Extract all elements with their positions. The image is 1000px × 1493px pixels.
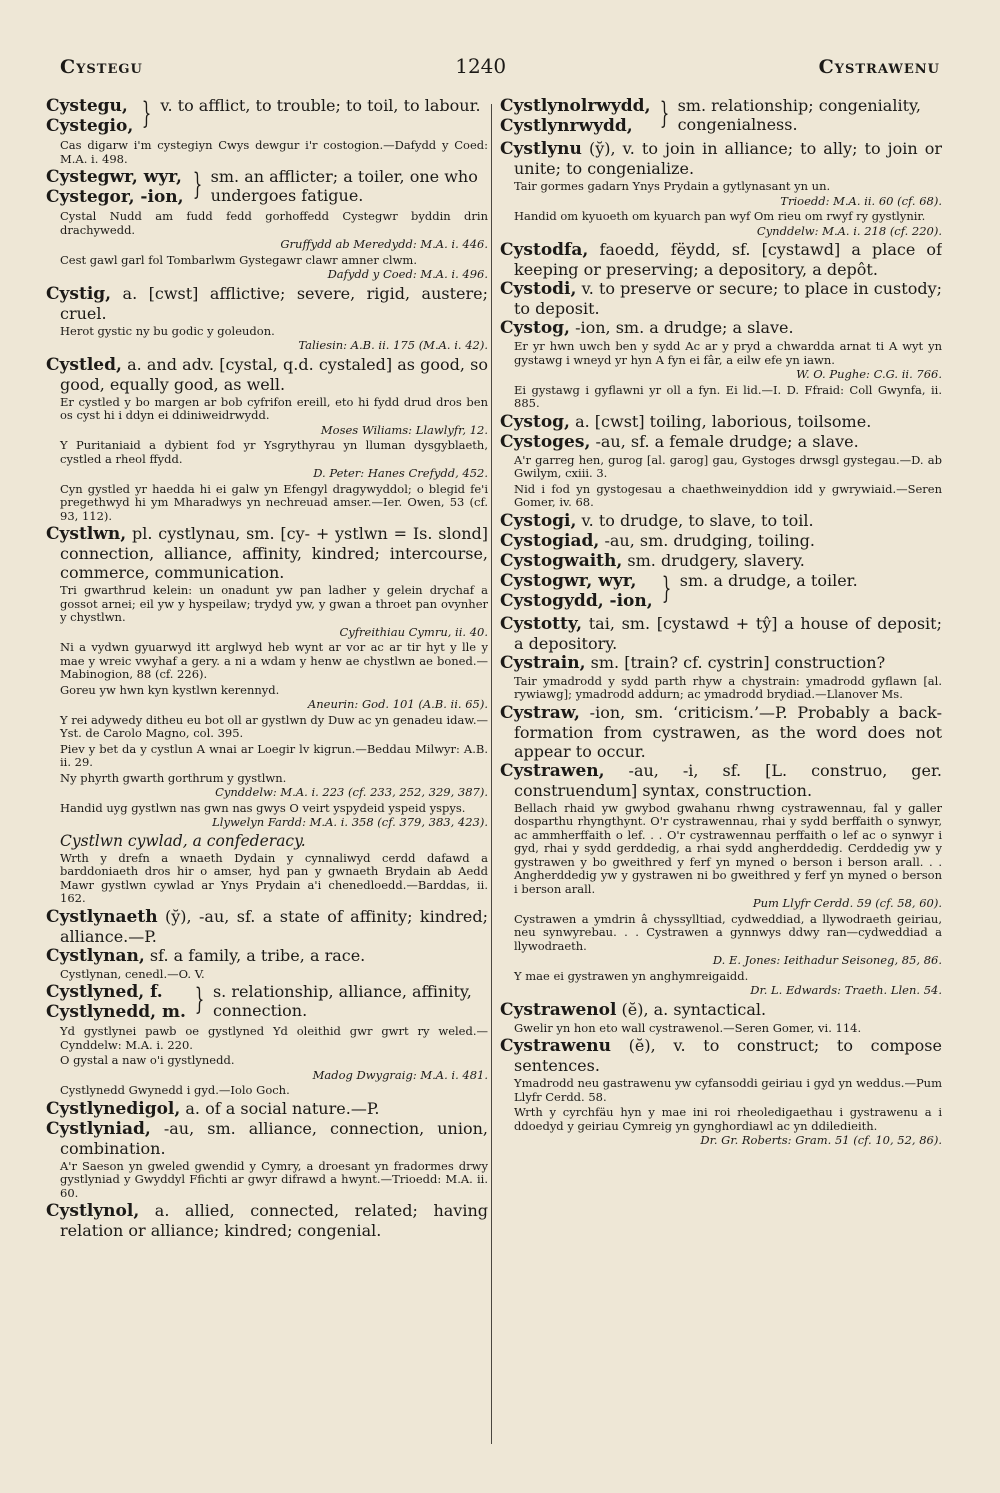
headword: Cystodfa, bbox=[500, 240, 589, 260]
citation-source: Pum Llyfr Cerdd. 59 (cf. 58, 60). bbox=[752, 896, 942, 910]
headword: Cystrawenu bbox=[500, 1036, 611, 1056]
citation-source: Cyfreithiau Cymru, ii. 40. bbox=[339, 624, 488, 639]
headword: Cystlynaeth bbox=[46, 906, 158, 927]
column-rule bbox=[491, 104, 492, 1444]
citation-source: Llywelyn Fardd: M.A. i. 358 (cf. 379, 383, 423). bbox=[212, 815, 488, 829]
dictionary-entry bbox=[46, 946, 488, 966]
dictionary-entry-pair bbox=[500, 96, 942, 136]
headword: Cystodi, bbox=[500, 279, 577, 299]
right-guide-word: Cystrawenu bbox=[818, 56, 940, 78]
definition-text: faoedd, fëydd, sf. [cystawd] a place of keeping or preserving; a depository, a depôt. bbox=[514, 240, 942, 279]
dictionary-entry bbox=[46, 524, 488, 582]
citation-quote: Ny phyrth gwarth gorthrum y gystlwn. bbox=[60, 770, 287, 785]
headword-group bbox=[46, 167, 184, 207]
citation-quote: Cyn gystled yr haedda hi ei galw yn Efengyl dragywyddol; o blegid fe'i pregethwyd hi ym Mharadwys yn nechreuad amser.—Ier. Owen, 53 (cf. 93, 112). bbox=[60, 481, 488, 523]
citation-quote: Er cystled y bo margen ar bob cyfrifon ereill, eto hi fydd drud dros ben os cyst hi i ddyn ei ddiniweidrwydd. bbox=[60, 394, 488, 422]
definition-text: -ion, sm. a drudge; a slave. bbox=[575, 318, 794, 337]
citation-source: Gruffydd ab Meredydd: M.A. i. 446. bbox=[280, 237, 488, 251]
citation-quote: Y mae ei gystrawen yn anghymreigaidd. bbox=[514, 968, 749, 983]
definition-text: sm. drudgery, slavery. bbox=[627, 550, 805, 570]
definition-text: sf. a family, a tribe, a race. bbox=[149, 945, 366, 965]
dictionary-entry bbox=[500, 139, 942, 178]
definition-text: a. and adv. [cystal, q.d. cystaled] as good, so good, equally good, as well. bbox=[60, 354, 488, 394]
definition-text: -au, sm. alliance, connection, union, combination. bbox=[60, 1118, 488, 1158]
headword: Cystlynedd, m. bbox=[46, 1002, 186, 1022]
citation-quote: Herot gystic ny bu godic y goleudon. bbox=[60, 323, 275, 338]
headword: Cystog, bbox=[500, 411, 570, 432]
headword: Cystig, bbox=[46, 283, 112, 304]
citation-quote: Handid om kyuoeth om kyuarch pan wyf Om rieu om rwyf ry gystlynir. bbox=[514, 209, 926, 223]
dictionary-entry bbox=[46, 1099, 488, 1119]
definition-text: a. [cwst] toiling, laborious, toilsome. bbox=[575, 411, 872, 431]
definition-text: a. [cwst] afflictive; severe, rigid, austere; cruel. bbox=[60, 283, 488, 323]
citation-quote: Handid uyg gystlwn nas gwn nas gwys O veirt yspydeid yspeid yspys. bbox=[60, 800, 466, 815]
dictionary-entry bbox=[500, 412, 942, 432]
citation-quote: O gystal a naw o'i gystlynedd. bbox=[60, 1053, 235, 1067]
dictionary-entry-pair bbox=[46, 167, 488, 207]
sub-entry: Cystlwn cywlad, a confederacy. bbox=[60, 831, 306, 850]
headword: Cystlyned, f. bbox=[46, 982, 163, 1002]
citation-quote: Cystlynedd Gwynedd i gyd.—Iolo Goch. bbox=[60, 1083, 290, 1097]
headword-group bbox=[500, 571, 653, 611]
dictionary-entry bbox=[500, 703, 942, 761]
headword: Cystogi, bbox=[500, 510, 577, 531]
definition-text: -au, -i, sf. [L. construo, ger. construendum] syntax, construction. bbox=[514, 760, 942, 800]
headword: Cystogwr, wyr, bbox=[500, 570, 637, 591]
dictionary-entry-pair bbox=[46, 96, 488, 136]
headword: Cystegor, -ion, bbox=[46, 187, 184, 207]
citation-quote: Cystlynan, cenedl.—O. V. bbox=[60, 966, 205, 981]
headword: Cystogwaith, bbox=[500, 550, 623, 571]
headword: Cystog, bbox=[500, 318, 570, 338]
definition-text: sm. an afflicter; a toiler, one who undergoes fatigue. bbox=[210, 167, 478, 205]
citation-source: Cynddelw: M.A. i. 223 (cf. 233, 252, 329, 387). bbox=[215, 785, 488, 799]
dictionary-entry bbox=[500, 318, 942, 338]
dictionary-entry-pair bbox=[500, 571, 942, 611]
citation-quote: Gwelir yn hon eto wall cystrawenol.—Seren Gomer, vi. 114. bbox=[514, 1020, 862, 1035]
definition-text: v. to drudge, to slave, to toil. bbox=[581, 510, 814, 530]
citation-quote: Wrth y cyrchfäu hyn y mae ini roi rheoledigaethau i gystrawenu a i ddoedyd y geiriau Cymreig yn gynghordiawl ac yn ddiledieith. bbox=[514, 1105, 942, 1133]
headword: Cystlynolrwydd, bbox=[500, 96, 651, 116]
headword: Cystlynedigol, bbox=[46, 1098, 181, 1119]
dictionary-entry bbox=[500, 614, 942, 653]
citation-source: D. E. Jones: Ieithadur Seisoneg, 85, 86. bbox=[712, 953, 942, 967]
left-column bbox=[46, 96, 488, 1451]
citation-quote: Cest gawl garl fol Tombarlwm Gystegawr clawr amner clwm. bbox=[60, 252, 417, 267]
dictionary-entry bbox=[46, 284, 488, 323]
citation-source: Taliesin: A.B. ii. 175 (M.A. i. 42). bbox=[298, 338, 488, 352]
dictionary-entry bbox=[46, 355, 488, 394]
citation-source: D. Peter: Hanes Crefydd, 452. bbox=[313, 466, 488, 480]
headword: Cystlynan, bbox=[46, 945, 145, 966]
headword: Cystogydd, -ion, bbox=[500, 590, 653, 611]
headword: Cystoges, bbox=[500, 431, 591, 452]
citation-quote: A'r Saeson yn gweled gwendid y Cymry, a droesant yn fradormes drwy gystlyniad y Gwyddyl Ffichti ar gwyr difrawd a hwynt.—Trioedd: M.A. ii. 60. bbox=[60, 1158, 488, 1200]
headword: Cystegwr, wyr, bbox=[46, 167, 182, 187]
page-number: 1240 bbox=[455, 54, 507, 78]
dictionary-entry bbox=[500, 653, 942, 673]
headword: Cystrawen, bbox=[500, 760, 605, 781]
brace-mark: } bbox=[192, 167, 202, 202]
dictionary-entry bbox=[500, 1036, 942, 1075]
citation-source: Moses Wiliams: Llawlyfr, 12. bbox=[320, 422, 488, 437]
citation-quote: Tair gormes gadarn Ynys Prydain a gytlynasant yn un. bbox=[514, 179, 831, 193]
definition-text: v. to preserve or secure; to place in custody; to deposit. bbox=[514, 279, 942, 318]
citation-source: Trioedd: M.A. ii. 60 (cf. 68). bbox=[780, 193, 942, 208]
citation-source: Dr. L. Edwards: Traeth. Llen. 54. bbox=[750, 983, 942, 997]
headword: Cystlynrwydd, bbox=[500, 116, 633, 136]
definition-text: (y̆), v. to join in alliance; to ally; to join or unite; to congenialize. bbox=[514, 139, 942, 178]
citation-source: Dr. Gr. Roberts: Gram. 51 (cf. 10, 52, 86). bbox=[700, 1133, 942, 1147]
citation-quote: Tair ymadrodd y sydd parth rhyw a chystrain: ymadrodd gyflawn [al. rywiawg]; ymadrodd addurn; ac ymadrodd brydiad.—Llanover Ms. bbox=[514, 673, 942, 701]
citation-quote: Yd gystlynei pawb oe gystlyned Yd oleithid gwr gwrt ry weled.—Cynddelw: M.A. i. 220. bbox=[60, 1024, 488, 1052]
brace-mark: } bbox=[142, 96, 152, 131]
citation-quote: Tri gwarthrud kelein: un onadunt yw pan ladher y gelein drychaf a gossot arnei; eil yw y hyspeilaw; trydyd yw, y gwan a throet pan ovynher y chystlwn. bbox=[60, 583, 488, 624]
dictionary-entry bbox=[500, 432, 942, 452]
dictionary-entry bbox=[500, 1000, 942, 1020]
citation-quote: Ni a vydwn gyuarwyd itt arglwyd heb wynt ar vor ac ar tir hyt y lle y mae y wreic vwyhaf a gery. a ni a wdam y henw ae chystlwn ae boned.—Mabinogion, 88 (cf. 226). bbox=[60, 640, 488, 681]
headword: Cystlwn, bbox=[46, 524, 127, 544]
headword-group bbox=[46, 96, 133, 136]
headword: Cystlynu bbox=[500, 139, 582, 159]
citation-source: Cynddelw: M.A. i. 218 (cf. 220). bbox=[756, 223, 942, 238]
headword: Cystegu, bbox=[46, 96, 128, 116]
definition-text: v. to afflict, to trouble; to toil, to labour. bbox=[160, 96, 481, 115]
citation-quote: Cystal Nudd am fudd fedd gorhoffedd Cystegwr byddin drin drachywedd. bbox=[60, 209, 488, 237]
headword: Cystlyniad, bbox=[46, 1118, 151, 1139]
headword: Cystotty, bbox=[500, 613, 583, 634]
citation-quote: Wrth y drefn a wnaeth Dydain y cynnaliwyd cerdd dafawd a barddoniaeth dros hir o amser, hyd pan y gwnaeth Brydain ab Aedd Mawr gystlwn cywlad ar Ynys Prydain a'i chenedloedd.—Barddas, ii. 162. bbox=[60, 850, 488, 905]
citation-quote: Nid i fod yn gystogesau a chaethweinyddion idd y gwrywiaid.—Seren Gomer, iv. 68. bbox=[514, 481, 942, 509]
headword: Cystlynol, bbox=[46, 1201, 140, 1221]
dictionary-entry bbox=[500, 279, 942, 318]
headword: Cystrawenol bbox=[500, 999, 617, 1020]
headword: Cystogiad, bbox=[500, 530, 600, 551]
definition-text: (ĕ), v. to construct; to compose sentences. bbox=[514, 1036, 942, 1075]
citation-quote: Piev y bet da y cystlun A wnai ar Loegir lv kigrun.—Beddau Milwyr: A.B. ii. 29. bbox=[60, 741, 488, 769]
definition-text: -ion, sm. ‘criticism.’—P. Probably a back-formation from cystrawen, as the word does not appear to occur. bbox=[514, 702, 942, 761]
left-guide-word: Cystegu bbox=[60, 56, 143, 78]
definition-text: sm. relationship; congeniality, congenialness. bbox=[677, 96, 921, 134]
running-header bbox=[60, 54, 940, 84]
dictionary-entry-pair bbox=[46, 982, 488, 1022]
brace-mark: } bbox=[659, 96, 669, 131]
dictionary-entry bbox=[46, 907, 488, 946]
citation-quote: Ymadrodd neu gastrawenu yw cyfansoddi geiriau i gyd yn weddus.—Pum Llyfr Cerdd. 58. bbox=[514, 1076, 942, 1104]
brace-mark: } bbox=[194, 982, 205, 1017]
dictionary-entry bbox=[500, 240, 942, 279]
definition-text: tai, sm. [cystawd + tŷ] a house of deposit; a depository. bbox=[514, 613, 942, 653]
dictionary-entry bbox=[500, 531, 942, 551]
citation-source: Aneurin: God. 101 (A.B. ii. 65). bbox=[307, 697, 488, 711]
citation-quote: Er yr hwn uwch ben y sydd Ac ar y pryd a chwardda arnat ti A wyt yn gystawg i wneyd yr hyn A fyn ei fâr, a eilw efe yn iawn. bbox=[514, 339, 942, 367]
citation-quote: Y rei adywedy ditheu eu bot oll ar gystlwn dy Duw ac yn genadeu idaw.—Yst. de Carolo Magno, col. 395. bbox=[60, 712, 488, 740]
headword: Cystraw, bbox=[500, 702, 580, 723]
citation-quote: Bellach rhaid yw gwybod gwahanu rhwng cystrawennau, fal y galler dosparthu rhyngthynt. O'r cystrawennau, rhai y sydd berffaith o synwyr, ac ammherffaith o lef. . . O'r cystrawennau perffaith o lef ac o synwyr i gyd, rhai y sydd gerddedig, a rhai sydd angherddedig. Cerddedig yw y gystrawen y bo gweithred y ferf yn myned o berson i berson arall. . . Angherddedig yw y gystrawen ni bo gweithred y ferf yn myned o berson i berson arall. bbox=[514, 800, 942, 896]
headword: Cystrain, bbox=[500, 652, 586, 673]
citation-source: Dafydd y Coed: M.A. i. 496. bbox=[327, 267, 488, 281]
citation-source: Madog Dwygraig: M.A. i. 481. bbox=[312, 1067, 488, 1082]
headword-group bbox=[500, 96, 651, 136]
definition-text: pl. cystlynau, sm. [cy- + ystlwn = Is. slond] connection, alliance, affinity, kindred; intercourse, commerce, communication. bbox=[60, 524, 488, 582]
citation-source: W. O. Pughe: C.G. ii. 766. bbox=[796, 367, 942, 381]
citation-quote: Ei gystawg i gyflawni yr oll a fyn. Ei lid.—I. D. Ffraid: Coll Gwynfa, ii. 885. bbox=[514, 382, 942, 410]
dictionary-entry bbox=[500, 761, 942, 800]
citation-quote: Cas digarw i'm cystegiyn Cwys dewgur i'r costogion.—Dafydd y Coed: M.A. i. 498. bbox=[60, 138, 488, 166]
dictionary-entry bbox=[500, 551, 942, 571]
right-column bbox=[500, 96, 942, 1451]
dictionary-entry bbox=[46, 1119, 488, 1158]
citation-quote: Goreu yw hwn kyn kystlwn kerennyd. bbox=[60, 682, 280, 697]
definition-text: a. of a social nature.—P. bbox=[185, 1098, 380, 1118]
citation-quote: Cystrawen a ymdrin â chyssylltiad, cydweddiad, a llywodraeth geiriau, neu synwyrebau. . . Cystrawen a gynnwys ddwy ran—cydweddiad a llywodraeth. bbox=[514, 911, 942, 953]
headword: Cystled, bbox=[46, 354, 122, 375]
citation-quote: A'r garreg hen, gurog [al. garog] gau, Gystoges drwsgl gystegau.—D. ab Gwilym, cxiii. 3. bbox=[514, 452, 942, 480]
definition-text: -au, sm. drudging, toiling. bbox=[604, 530, 815, 550]
headword: Cystegio, bbox=[46, 116, 134, 136]
dictionary-entry bbox=[500, 511, 942, 531]
definition-text: (ĕ), a. syntactical. bbox=[621, 999, 767, 1019]
headword-group bbox=[46, 982, 186, 1022]
definition-text: (y̆), -au, sf. a state of affinity; kindred; alliance.—P. bbox=[60, 906, 488, 946]
definition-text: sm. [train? cf. cystrin] construction? bbox=[590, 652, 886, 672]
brace-mark: } bbox=[661, 570, 672, 606]
definition-text: s. relationship, alliance, affinity, connection. bbox=[212, 982, 472, 1020]
definition-text: -au, sf. a female drudge; a slave. bbox=[595, 431, 859, 451]
definition-text: sm. a drudge, a toiler. bbox=[679, 570, 858, 590]
citation-quote: Y Puritaniaid a dybient fod yr Ysgrythyrau yn lluman dysgyblaeth, cystled a rheol ffydd. bbox=[60, 438, 488, 466]
definition-text: a. allied, connected, related; having relation or alliance; kindred; congenial. bbox=[60, 1201, 488, 1240]
dictionary-entry bbox=[46, 1201, 488, 1240]
